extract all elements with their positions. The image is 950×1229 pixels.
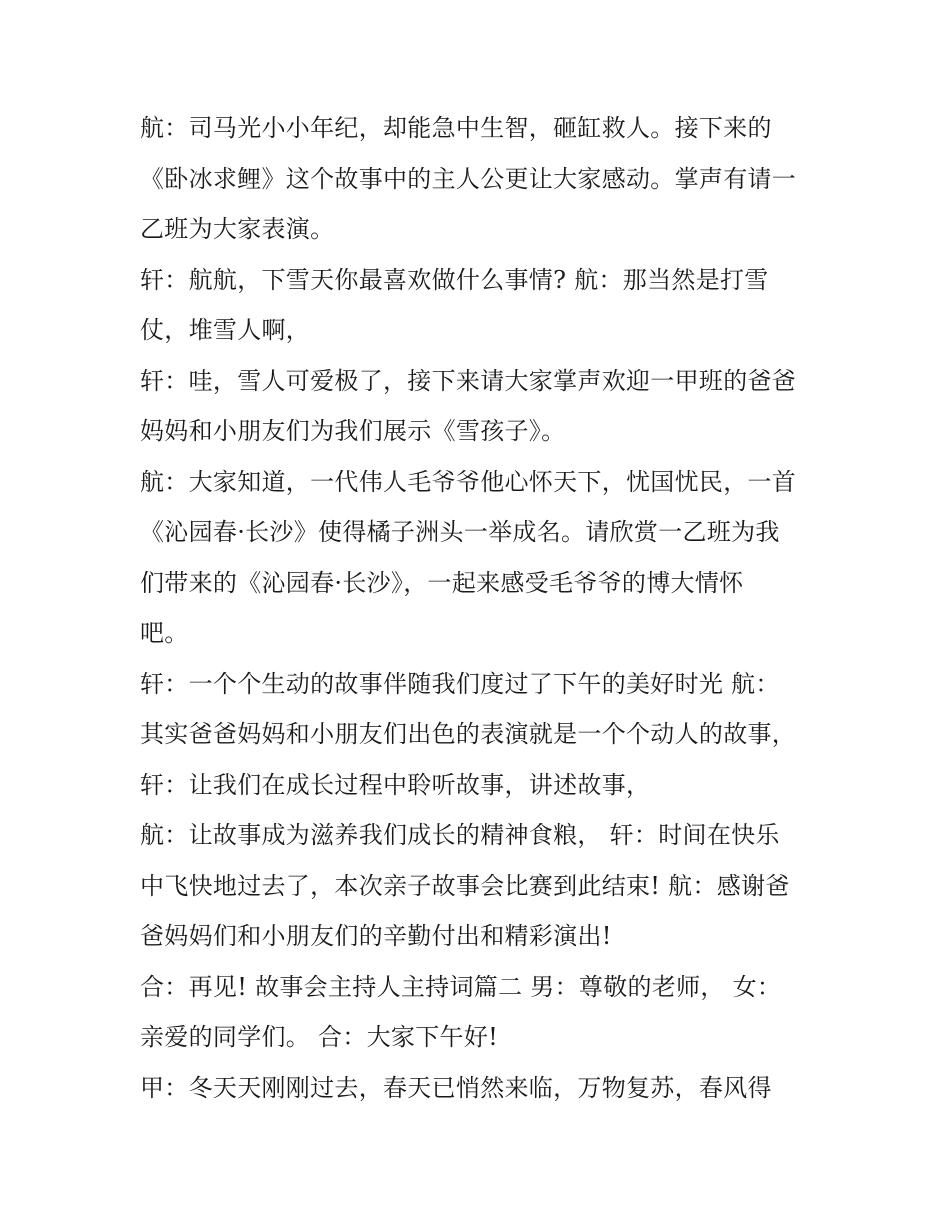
text-line: 中飞快地过去了，本次亲子故事会比赛到此结束! 航：感谢爸	[140, 871, 790, 900]
text-line: 吧。	[140, 619, 189, 647]
text-line: 乙班为大家表演。	[140, 215, 335, 243]
text-line: 甲：冬天天刚刚过去，春天已悄然来临，万物复苏，春风得	[140, 1073, 772, 1102]
text-line: 亲爱的同学们。 合：大家下午好!	[140, 1023, 499, 1051]
text-line: 《沁园春·长沙》使得橘子洲头一举成名。请欣赏一乙班为我	[140, 518, 780, 546]
text-line: 们带来的《沁园春·长沙》，一起来感受毛爷爷的博大情怀	[140, 568, 744, 597]
text-line: 《卧冰求鲤》这个故事中的主人公更让大家感动。掌声有请一	[140, 164, 797, 193]
text-line: 航：让故事成为滋养我们成长的精神食粮， 轩：时间在快乐	[140, 821, 780, 849]
text-line: 轩：航航，下雪天你最喜欢做什么事情? 航：那当然是打雪	[140, 265, 769, 294]
text-line: 航：大家知道，一代伟人毛爷爷他心怀天下，忧国忧民，一首	[140, 467, 797, 496]
text-line: 仗，堆雪人啊，	[140, 316, 311, 344]
text-line: 合：再见! 故事会主持人主持词篇二 男：尊敬的老师， 女：	[140, 972, 782, 1001]
text-line: 爸妈妈们和小朋友们的辛勤付出和精彩演出!	[140, 922, 612, 950]
text-line: 轩：让我们在成长过程中聆听故事，讲述故事，	[140, 770, 651, 799]
text-line: 其实爸爸妈妈和小朋友们出色的表演就是一个个动人的故事，	[140, 720, 797, 748]
text-line: 妈妈和小朋友们为我们展示《雪孩子》。	[140, 417, 566, 445]
text-line: 轩：一个个生动的故事伴随我们度过了下午的美好时光 航：	[140, 669, 780, 698]
text-line: 轩：哇，雪人可爱极了，接下来请大家掌声欢迎一甲班的爸爸	[140, 366, 797, 395]
document-body	[140, 103, 830, 1113]
text-line: 航：司马光小小年纪，却能急中生智，砸缸救人。接下来的	[140, 114, 772, 142]
